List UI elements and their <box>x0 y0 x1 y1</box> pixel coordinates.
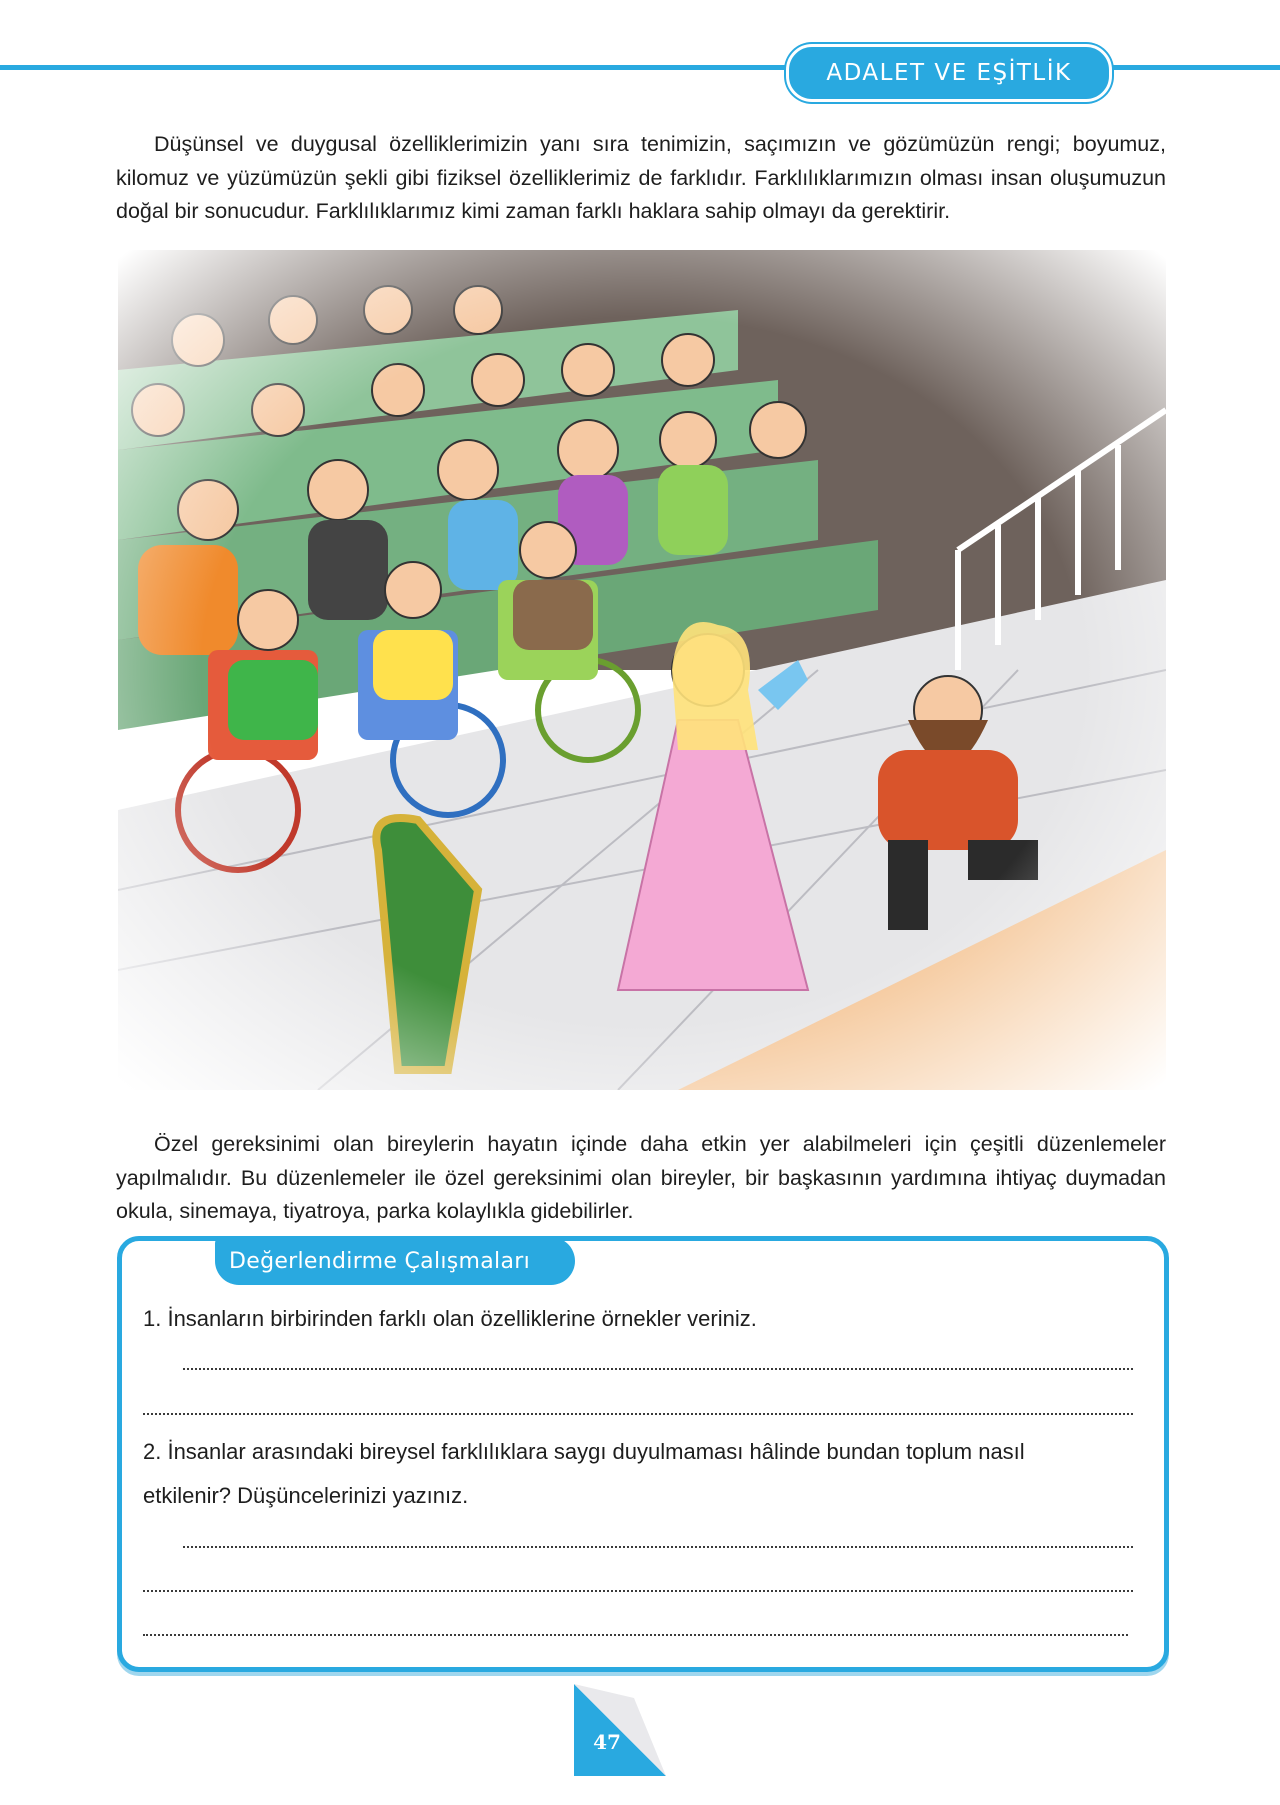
page-number: 47 <box>593 1730 621 1754</box>
answer-line-1a[interactable] <box>183 1368 1133 1370</box>
evaluation-title-tab <box>215 1237 575 1285</box>
intro-paragraph: Düşünsel ve duygusal özelliklerimizin yanı sıra tenimizin, saçımızın ve gözümüzün rengi; boyumuz, kilomuz ve yüzümüzün şekli gibi fiziksel özelliklerimiz de farklıdır. Farklılıklarımızın olması insan oluşumuzun doğal bir sonucudur. Farklılıklarımız kimi zaman farklı haklara sahip olmayı da gerektirir. <box>116 132 1166 223</box>
question-2: 2. İnsanlar arasındaki bireysel farklılıklara saygı duyulmaması hâlinde bundan toplum nasıl etkilenir? Düşüncelerinizi yazınız. <box>143 1439 1025 1508</box>
question-1: 1. İnsanların birbirinden farklı olan özelliklerine örnekler veriniz. <box>143 1306 757 1331</box>
evaluation-title: Değerlendirme Çalışmaları <box>229 1248 530 1274</box>
chapter-title-tab <box>786 44 1112 102</box>
chapter-title: ADALET VE EŞİTLİK <box>826 60 1072 86</box>
theater-illustration <box>118 250 1166 1090</box>
accessibility-paragraph: Özel gereksinimi olan bireylerin hayatın içinde daha etkin yer alabilmeleri için çeşitli düzenlemeler yapılmalıdır. Bu düzenlemeler ile özel gereksinimi olan bireyler, bir başkasının yardımına ihtiyaç duymadan okula, sinemaya, tiyatroya, parka kolaylıkla gidebilirler. <box>116 1132 1166 1223</box>
answer-line-2c[interactable] <box>143 1634 1128 1636</box>
answer-line-2a[interactable] <box>183 1546 1133 1548</box>
answer-line-2b[interactable] <box>143 1590 1133 1592</box>
answer-line-1b[interactable] <box>143 1413 1133 1415</box>
